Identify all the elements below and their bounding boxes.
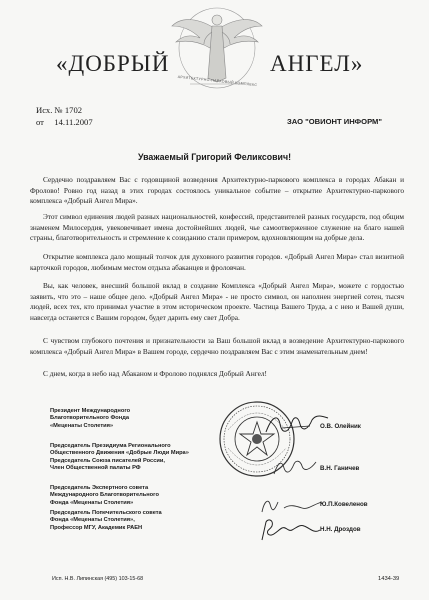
signatory-name-drozdov: Н.Н. Дроздов (320, 526, 361, 533)
date-line (36, 116, 93, 129)
signature-kovelenov-icon (258, 494, 328, 518)
body-paragraph: Сердечно поздравляем Вас с годовщиной возведения Архитектурно-паркового комплекса в городах Абакан и Фролово! Ровно год назад в этих городах состоялось уникальное событие – открытие Архитектурно-паркового комплекса «Добрый Ангел Мира». (30, 175, 404, 206)
signatory-title-ganichev: Председатель Президиума Регионального Общественного Движения «Добрые Люди Мира» Председатель Союза писателей России, Член Общественной палаты РФ (50, 443, 189, 471)
brand-left-text: «ДОБРЫЙ (56, 51, 170, 76)
body-paragraph: Этот символ единения людей разных национальностей, конфессий, представителей разных государств, под общим знаменем Милосердия, увековечивает имена достойнейших людей, чье самоотверженное служение на благо нашей страны, благотворительность и стремление к созиданию стали примером, вдохновляющим на добрые дела. (30, 212, 404, 243)
signatory-title-kovelenov: Председатель Экспертного совета Международного Благотворительного Фонда «Меценаты Столетия» (50, 485, 159, 506)
ref-label: Исх. № (36, 105, 63, 115)
signatory-title-drozdov: Председатель Попечительского совета Фонда «Меценаты Столетия», Профессор МГУ, Академик РАЕН (50, 510, 162, 531)
addressee: ЗАО "ОВИОНТ ИНФОРМ" (287, 117, 382, 126)
ref-number: 1702 (64, 105, 83, 115)
signatory-title-oleinik: Президент Международного Благотворительного Фонда «Меценаты Столетия» (50, 408, 131, 429)
body-paragraph: Вы, как человек, внесший большой вклад в создание Комплекса «Добрый Ангел Мира», можете с гордостью заявить, что это – наше общее дело. «Добрый Ангел Мира» - не просто символ, он наполнен энергией сотен, тысяч людей, всех тех, кто принимал участие в этом историческом проекте. Частица Вашего Труда, а с нею и Вашей души, навсегда останется с Вашим городом, будет дарить ему свет Добра. (30, 281, 404, 322)
brand-right-text: АНГЕЛ» (270, 51, 364, 76)
signatory-name-ganichev: В.Н. Ганичев (320, 465, 360, 472)
signatory-name-oleinik: О.В. Олейник (320, 423, 361, 430)
signature-drozdov-icon (256, 516, 326, 546)
letterhead-arc-text: АРХИТЕКТУРНО-ПАРКОВЫЙ КОМПЛЕКС (177, 74, 258, 88)
page-code: 1434-39 (378, 576, 400, 582)
signature-ganichev-icon (270, 454, 320, 480)
salutation: Уважаемый Григорий Феликсович! (138, 152, 291, 162)
body-paragraph: Открытие комплекса дало мощный толчок для духовного развития городов. «Добрый Ангел Мира» стал визитной карточкой городов, любимым местом отдыха абаканцев и фроловчан. (30, 252, 404, 272)
letter-date: 14.11.2007 (54, 117, 93, 127)
footer-executor: Исп. Н.В. Липинская (495) 103-15-68 (52, 576, 144, 582)
signatory-name-kovelenov: Ю.П.Ковеленов (320, 501, 368, 508)
body-paragraph: С чувством глубокого почтения и признательности за Ваш большой вклад в возведение Архитектурно-паркового комплекса «Добрый Ангел Мира» в Вашем городе, сердечно поздравляем Вас с этим знаменательным днем! (30, 336, 404, 356)
body-paragraph: С днем, когда в небо над Абаканом и Фролово поднялся Добрый Ангел! (43, 369, 267, 378)
date-label: от (36, 117, 44, 127)
